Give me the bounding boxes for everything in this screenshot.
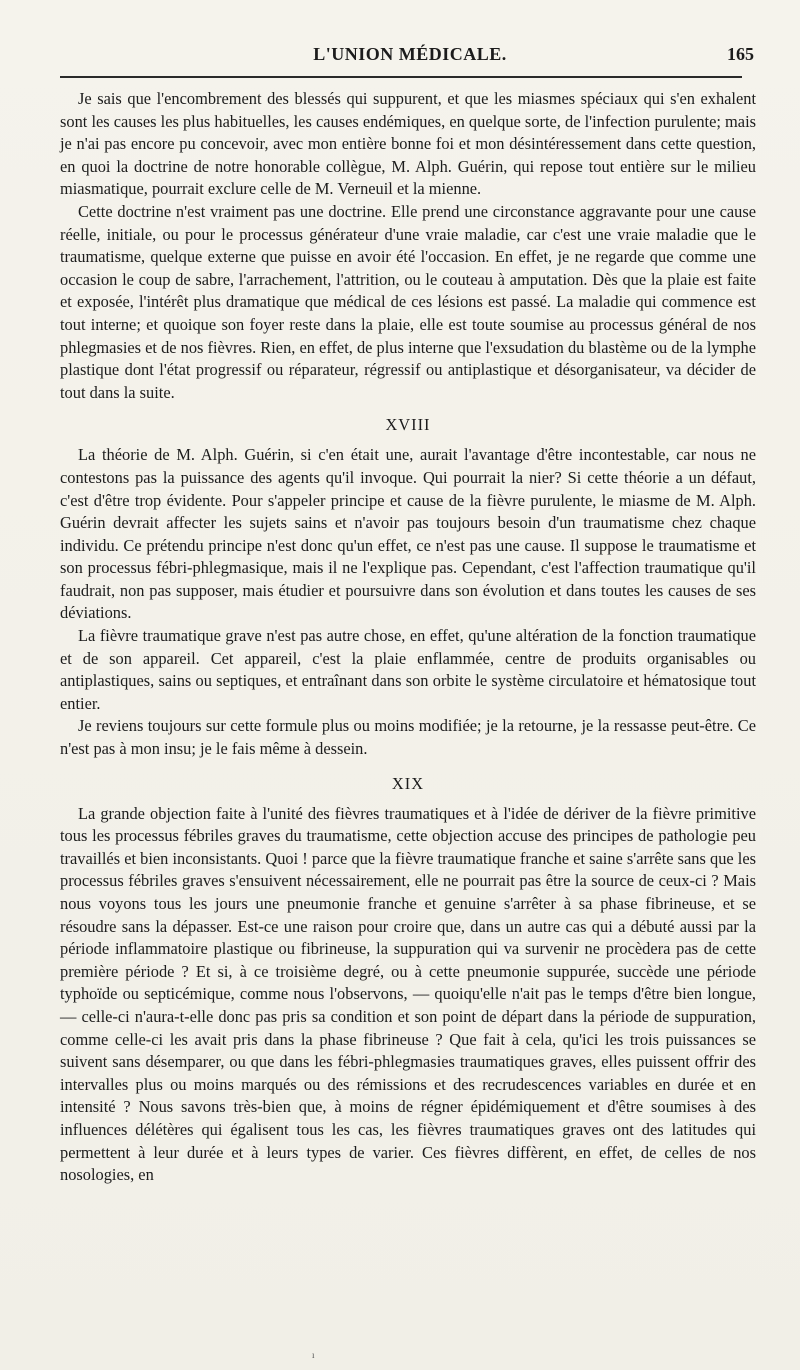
section-heading-xviii: XVIII — [385, 415, 431, 435]
paragraph: Je reviens toujours sur cette formule plus ou moins modifiée; je la retourne, je la ressasse peut-être. Ce n'est pas à mon insu; je le fais même à dessein. — [60, 716, 756, 759]
page-number: 165 — [727, 44, 754, 64]
paragraph: La grande objection faite à l'unité des fièvres traumatiques et à l'idée de dériver de la fièvre primitive tous les processus fébriles graves du traumatisme, cette objection accuse des principes de pathologie peu travaillés et bien inconsistants. Quoi ! parce que la fièvre traumatique franche et saine s'arrête sans que les processus fébriles graves s'ensuivent nécessairement, elle ne pourrait pas être la source de ceux-ci ? Mais nous voyons tous les jours une pneumonie franche et genuine s'arrêter à sa phase fibrineuse, et se résoudre sans la dépasser. Est-ce une raison pour croire que, dans un autre cas qui a débuté aussi par la période inflammatoire plastique ou fibrineuse, la suppuration qui va survenir ne procèdera pas de cette première période ? Et si, à ce troisième degré, ou à cette pneumonie suppurée, succède une période typhoïde ou septicémique, comme nous l'observons, — quoiqu'elle n'ait pas le temps d'être bien longue, — celle-ci n'aura-t-elle donc pas pris sa condition et son point de départ dans la période de suppuration, comme celle-ci les avait pris dans la phase fibrineuse ? Que fait à cela, qu'ici les trois puissances se suivent sans désemparer, ou que dans les fébri-phlegmasies traumatiques graves, elles puissent offrir des intervalles plus ou moins marqués ou des rémissions et des recrudescences variables en durée et en intensité ? Nous savons très-bien que, à moins de régner épidémiquement et d'être soumises à des influences délétères qui égalisent tous les cas, les fièvres traumatiques graves ont des latitudes qui permettent à leur durée et à leurs types de varier. Ces fièvres diffèrent, en effet, de celles de nos nosologies, en — [60, 803, 756, 1185]
paragraph: La théorie de M. Alph. Guérin, si c'en était une, aurait l'avantage d'être incontestable, car nous ne contestons pas la puissance des agents qu'il invoque. Qui pourrait la nier? Si cette théorie a un défaut, c'est d'être trop évidente. Pour s'appeler principe et cause de la fièvre purulente, le miasme de M. Alph. Guérin devrait affecter les sujets sains et n'avoir pas toujours besoin d'un traumatisme chez chaque individu. Ce prétendu principe n'est donc qu'un effet, ce n'est pas une cause. Il suppose le traumatisme et son processus fébri-phlegmasique, mais il ne l'explique pas. Cependant, c'est l'affection traumatique qu'il faudrait, non pas supposer, mais étudier et poursuivre dans son évolution et dans toutes les causes de ses déviations. — [60, 445, 756, 623]
section-heading-xix: XIX — [391, 773, 425, 793]
running-head — [60, 40, 760, 74]
paragraph: Je sais que l'encombrement des blessés qui suppurent, et que les miasmes spéciaux qui s'en exhalent sont les causes les plus habituelles, les causes endémiques, en quelque sorte, de l'infection purulente; mais je n'ai pas encore pu concevoir, avec mon entière bonne foi et mon désintéressement dans cette question, en quoi la doctrine de notre honorable collègue, M. Alph. Guérin, qui repose tout entière sur le milieu miasmatique, pourrait exclure celle de M. Verneuil et la mienne. — [60, 89, 756, 199]
journal-title: L'UNION MÉDICALE. — [313, 44, 507, 64]
body-text — [60, 88, 756, 1187]
footer-mark: ı — [312, 1350, 315, 1360]
paragraph: La fièvre traumatique grave n'est pas autre chose, en effet, qu'une altération de la fonction traumatique et de son appareil. Cet appareil, c'est la plaie enflammée, centre de produits organisables ou antiplastiques, sains ou septiques, et entraînant dans son orbite le système circulatoire et hématosique tout entier. — [60, 626, 756, 713]
paragraph: Cette doctrine n'est vraiment pas une doctrine. Elle prend une circonstance aggravante pour une cause réelle, initiale, ou pour le processus générateur d'une vraie maladie, car c'est une vraie maladie que le traumatisme, quelque externe que puisse en avoir été l'occasion. En effet, je ne regarde que comme une occasion le coup de sabre, l'arrachement, l'attrition, ou le couteau à amputation. Dès que la plaie est faite et exposée, l'intérêt plus dramatique que médical de ces lésions est passé. La maladie qui commence est tout interne; et quoique son foyer reste dans la plaie, elle est toute soumise au processus général de nos phlegmasies et de nos fièvres. Rien, en effet, de plus interne que l'exsudation du blastème ou de la lymphe plastique dont l'état progressif ou réparateur, régressif ou antiplastique et désorganisateur, va décider de tout dans la suite. — [60, 201, 756, 402]
header-rule — [60, 76, 742, 78]
